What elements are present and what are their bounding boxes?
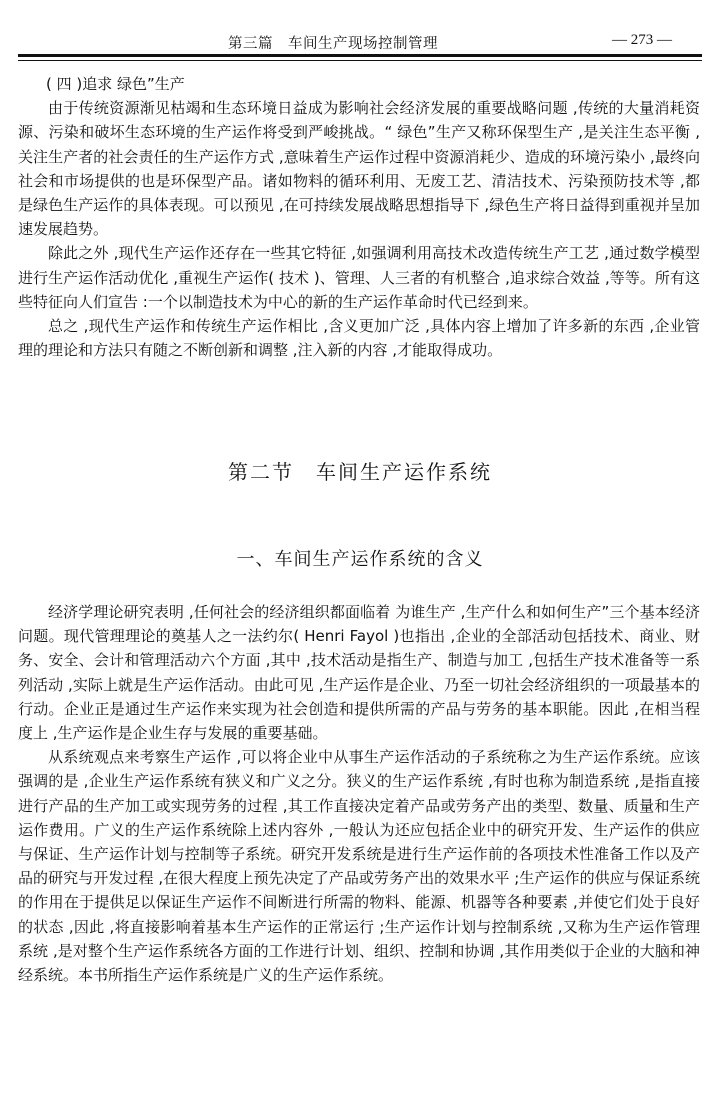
subheading-green-production: ( 四 )追求 绿色”生产 xyxy=(46,75,185,93)
page-number: — 273 — xyxy=(612,32,672,48)
paragraph: 经济学理论研究表明 ,任何社会的经济组织都面临着 为谁生产 ,生产什么和如何生产”三个基本经济问题。现代管理理论的奠基人之一法约尔( Henri Fayol )也指出 ,企业的全部活动包括技术、商业、财务、安全、会计和管理活动六个方面 ,其中 ,技术活动是指生产、制造与加工 ,包括生产技术准备等一系列活动 ,实际上就是生产运作活动。由此可见 ,生产运作是企业、乃至一切社会经济组织的一项最基本的行动。企业正是通过生产运作来实现为社会创造和提供所需的产品与劳务的基本职能。因此 ,在相当程度上 ,生产运作是企业生存与发展的重要基础。 xyxy=(18,603,700,743)
running-title: 第三篇 车间生产现场控制管理 xyxy=(228,36,438,52)
paragraph: 除此之外 ,现代生产运作还存在一些其它特征 ,如强调利用高技术改造传统生产工艺 ,通过数学模型进行生产运作活动优化 ,重视生产运作( 技术 )、管理、人三者的有机整合 ,追求综合效益 ,等等。所有这些特征向人们宣告 :一个以制造技术为中心的新的生产运作革命时代已经到来。 xyxy=(18,244,700,311)
section-title: 第二节 车间生产运作系统 xyxy=(228,460,492,484)
paragraph: 由于传统资源渐见枯竭和生态环境日益成为影响社会经济发展的重要战略问题 ,传统的大量消耗资源、污染和破坏生态环境的生产运作将受到严峻挑战。“ 绿色”生产又称环保型生产 ,是关注生态平衡 ,关注生产者的社会责任的生产运作方式 ,意味着生产运作过程中资源消耗少、造成的环境污染小 ,最终向社会和市场提供的也是环保型产品。诸如物料的循环利用、无废工艺、清洁技术、污染预防技术等 ,都是绿色生产运作的具体表现。可以预见 ,在可持续发展战略思想指导下 ,绿色生产将日益得到重视并呈加速发展趋势。 xyxy=(18,99,700,239)
header-rule-thin xyxy=(18,60,702,61)
section-2-body xyxy=(18,600,700,987)
header-rule-thick xyxy=(18,54,702,57)
paragraph: 从系统观点来考察生产运作 ,可以将企业中从事生产运作活动的子系统称之为生产运作系统。应该强调的是 ,企业生产运作系统有狭义和广义之分。狭义的生产运作系统 ,有时也称为制造系统 ,是指直接进行产品的生产加工或实现劳务的过程 ,其工作直接决定着产品或劳务产出的类型、数量、质量和生产运作费用。广义的生产运作系统除上述内容外 ,一般认为还应包括企业中的研究开发、生产运作的供应与保证、生产运作计划与控制等子系统。研究开发系统是进行生产运作前的各项技术性准备工作以及产品的研究与开发过程 ,在很大程度上预先决定了产品或劳务产出的效果水平 ;生产运作的供应与保证系统的作用在于提供足以保证生产运作不间断进行所需的物料、能源、机器等各种要素 ,并使它们处于良好的状态 ,因此 ,将直接影响着基本生产运作的正常运行 ;生产运作计划与控制系统 ,又称为生产运作管理系统 ,是对整个生产运作系统各方面的工作进行计划、组织、控制和协调 ,其作用类似于企业的大脑和神经系统。本书所指生产运作系统是广义的生产运作系统。 xyxy=(18,748,700,985)
paragraph: 总之 ,现代生产运作和传统生产运作相比 ,含义更加广泛 ,具体内容上增加了许多新的东西 ,企业管理的理论和方法只有随之不断创新和调整 ,注入新的内容 ,才能取得成功。 xyxy=(18,317,700,360)
section-1-body xyxy=(18,72,700,362)
sub-section-title: 一、车间生产运作系统的含义 xyxy=(236,549,484,570)
running-header xyxy=(18,30,702,52)
